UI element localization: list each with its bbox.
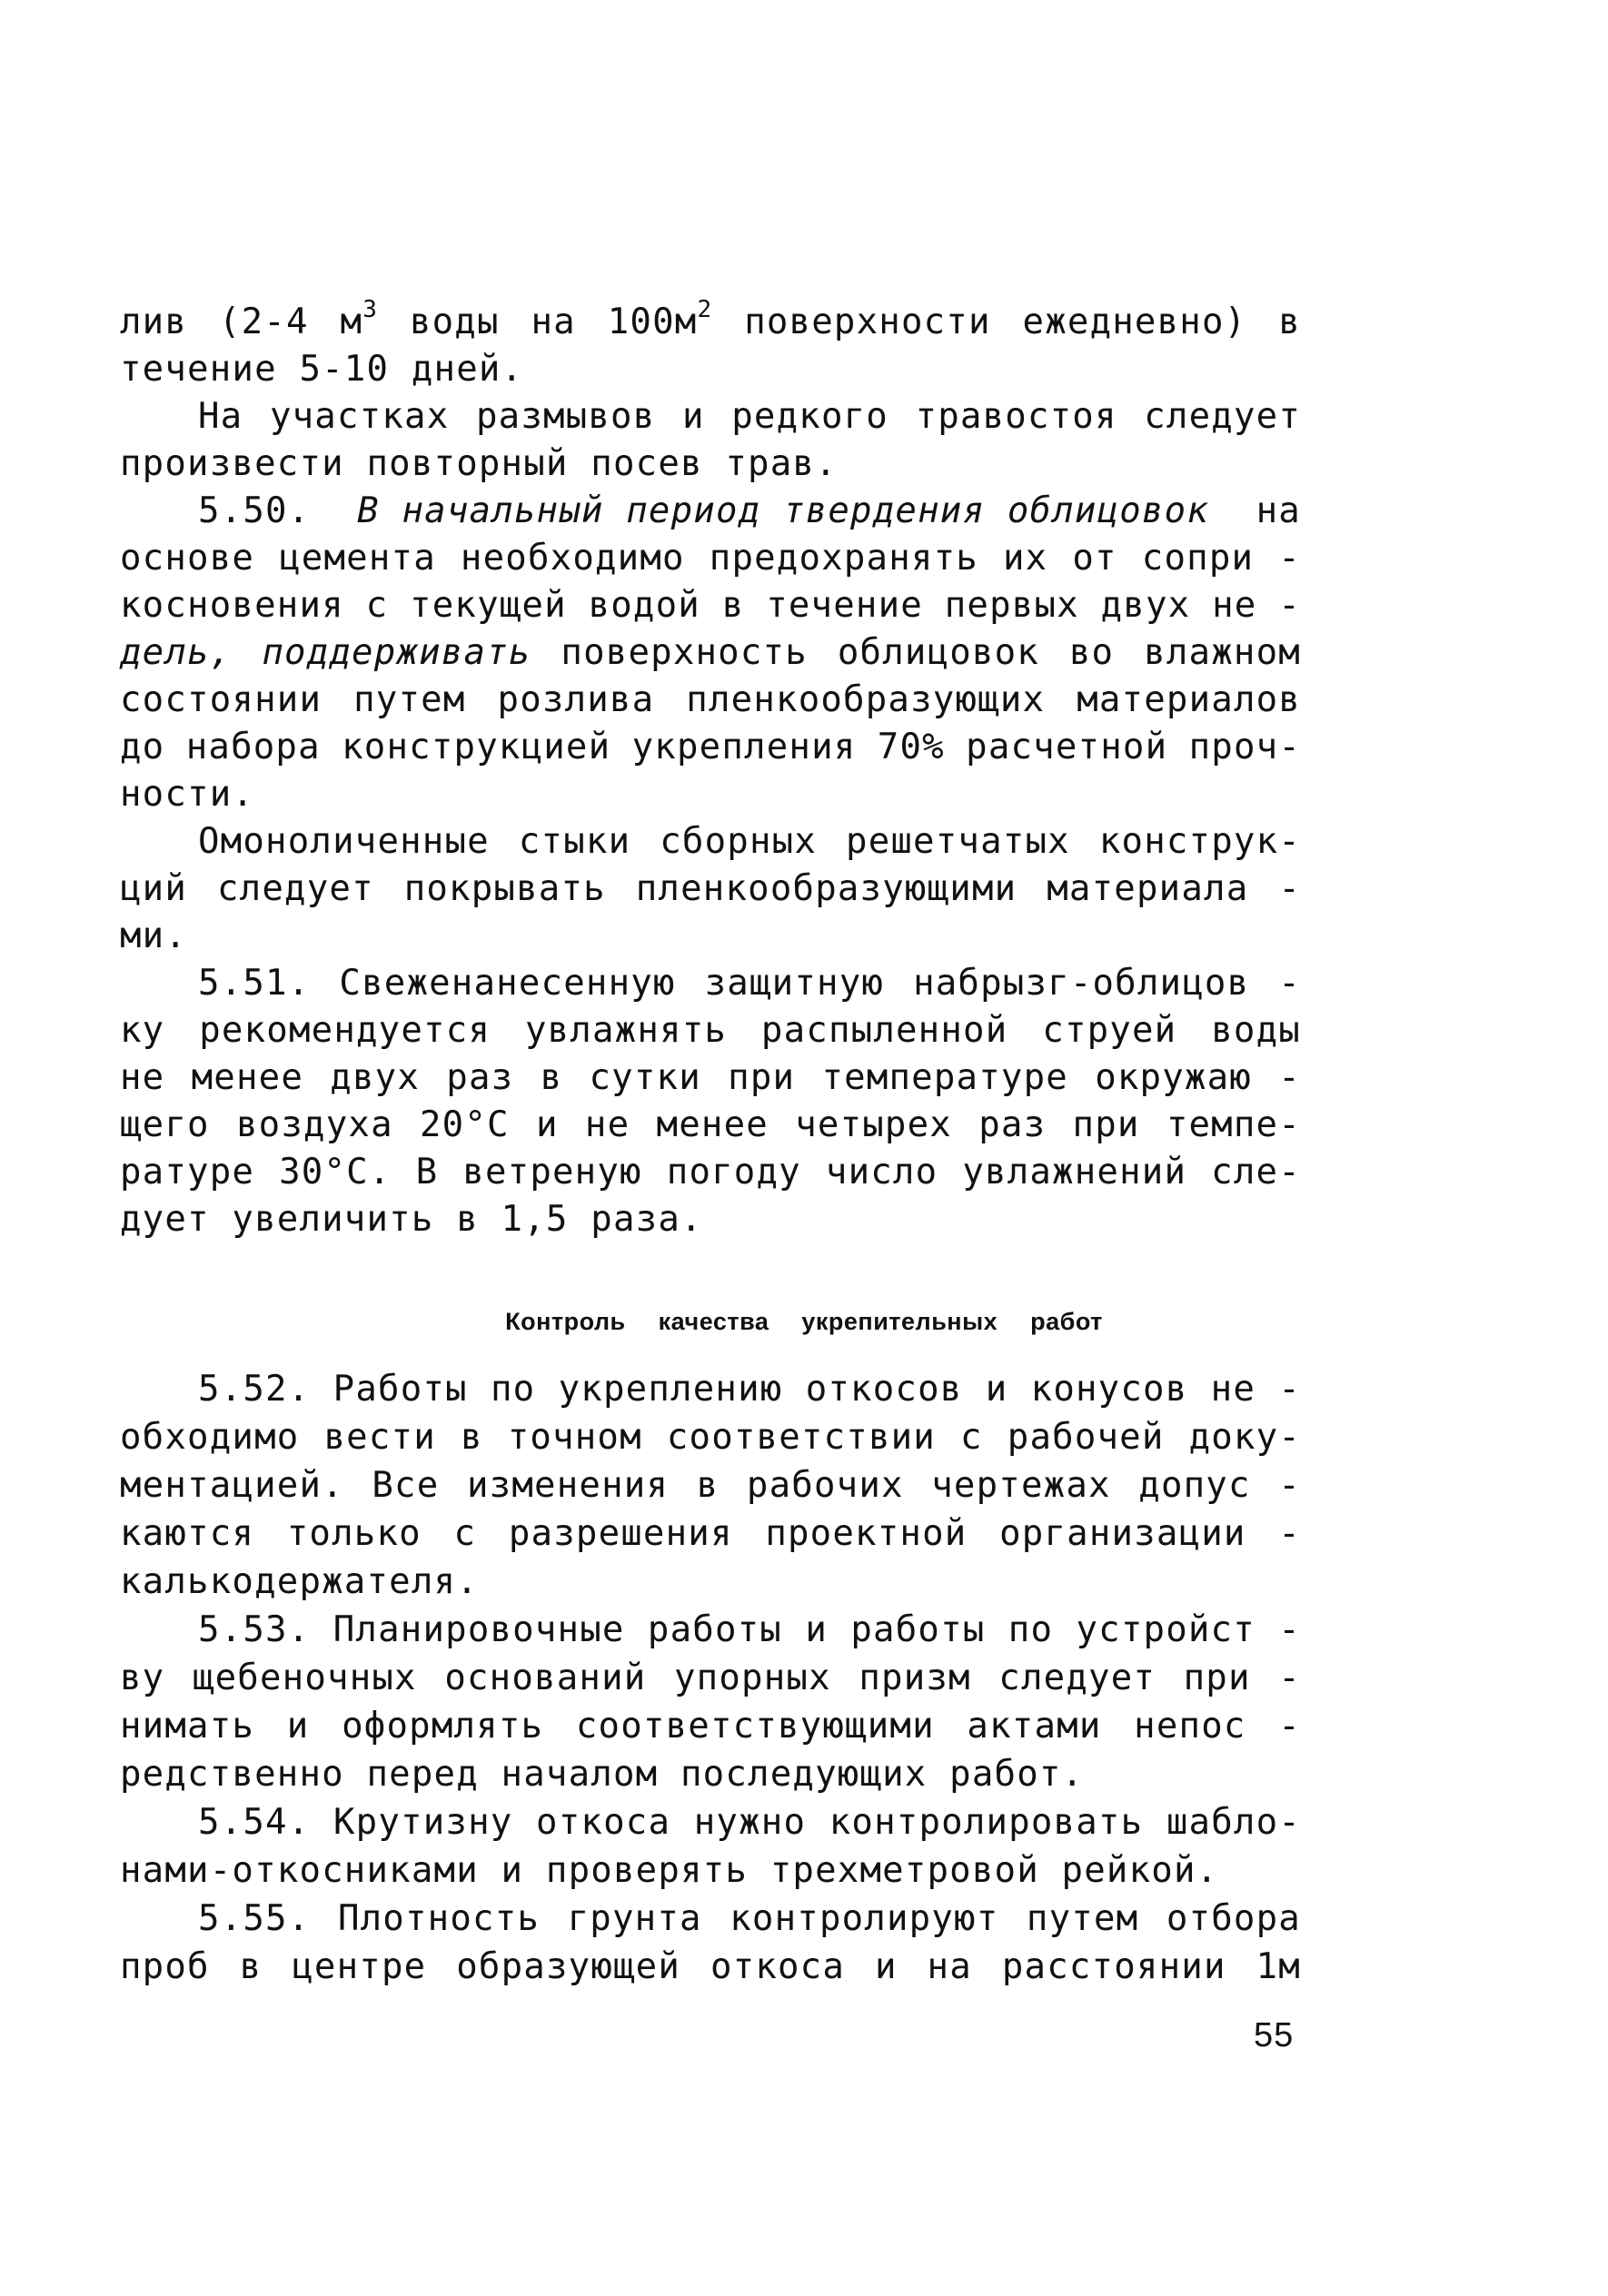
word: сборных xyxy=(660,821,818,862)
word: следует xyxy=(1144,396,1301,437)
word: откосов xyxy=(805,1369,963,1410)
word: контролировать xyxy=(829,1802,1144,1843)
word: участках xyxy=(269,396,450,437)
word: раз xyxy=(978,1104,1047,1145)
word: при xyxy=(728,1057,796,1098)
word: размывов xyxy=(475,396,656,437)
text-line xyxy=(120,1463,1301,1509)
word: с xyxy=(453,1513,477,1554)
word: в xyxy=(460,1417,483,1458)
word: воды xyxy=(409,302,500,342)
word: проектной xyxy=(765,1513,968,1554)
word: сутки xyxy=(589,1057,701,1098)
word: и xyxy=(681,396,705,437)
word: в xyxy=(540,1057,563,1098)
text-line xyxy=(198,1367,1301,1412)
word: В xyxy=(415,1152,439,1193)
text-line xyxy=(120,866,1301,912)
word: защитную xyxy=(704,963,885,1004)
text-line xyxy=(120,1150,1301,1195)
word: розлива xyxy=(497,679,655,720)
word: в xyxy=(721,585,745,626)
text-line xyxy=(120,536,1301,581)
word: текущей xyxy=(410,585,567,626)
word: четырех xyxy=(795,1104,952,1145)
word: число xyxy=(825,1152,938,1193)
page-number: 55 xyxy=(1254,2016,1295,2054)
word: распыленной xyxy=(760,1010,1008,1051)
superscript: 2 xyxy=(697,296,713,323)
word: Работы xyxy=(333,1369,468,1410)
word: не xyxy=(120,1057,165,1098)
word: сле- xyxy=(1211,1152,1301,1193)
word: темпе- xyxy=(1166,1104,1301,1145)
word: - xyxy=(1278,1658,1301,1698)
text-line xyxy=(198,1608,1301,1653)
word: 1м xyxy=(1256,1946,1301,1987)
text-line xyxy=(198,489,1301,534)
word: В начальный период твердения облицовок xyxy=(357,490,1209,531)
word: укрепления xyxy=(631,727,857,767)
word: пленкообразующих xyxy=(686,679,1046,720)
word: доку- xyxy=(1188,1417,1301,1458)
word: воздуха xyxy=(235,1104,393,1145)
word: косновения xyxy=(120,585,344,626)
word: на xyxy=(1256,490,1301,531)
word: откоса xyxy=(536,1802,671,1843)
word: пленкообразующими xyxy=(635,868,1017,909)
word: не xyxy=(1212,585,1257,626)
word: воды xyxy=(1211,1010,1301,1051)
word: материалов xyxy=(1077,679,1301,720)
word: сопри xyxy=(1141,538,1255,579)
text-line xyxy=(120,678,1301,723)
word: и xyxy=(874,1946,898,1987)
text-line: ми. xyxy=(120,915,188,956)
word: увлажнений xyxy=(962,1152,1187,1193)
word: в xyxy=(239,1946,263,1987)
word: ций xyxy=(120,868,188,909)
text-line xyxy=(198,1896,1301,1942)
text-line xyxy=(120,1103,1301,1148)
word: увлажнять xyxy=(524,1010,728,1051)
word: конструк- xyxy=(1098,821,1301,862)
word: - xyxy=(1278,1706,1301,1747)
word: рекомендуется xyxy=(199,1010,491,1051)
word: при xyxy=(1183,1658,1251,1698)
word: проч- xyxy=(1188,727,1301,767)
word: чертежах xyxy=(931,1465,1111,1506)
word: цемента xyxy=(279,538,436,579)
word: струей xyxy=(1042,1010,1177,1051)
word: материала xyxy=(1047,868,1249,909)
word: $м^3$ xyxy=(340,296,379,342)
word: Планировочные xyxy=(333,1609,625,1650)
word: набрызг-облицов xyxy=(913,963,1250,1004)
word: изменения xyxy=(466,1465,670,1506)
word: - xyxy=(1278,868,1301,909)
word: и xyxy=(985,1369,1008,1410)
word: - xyxy=(1278,585,1301,626)
word: в xyxy=(1278,302,1301,342)
text-line xyxy=(198,394,1301,440)
word: от xyxy=(1072,538,1117,579)
word: оформлять xyxy=(342,1706,544,1747)
word: 5.51. xyxy=(198,963,311,1004)
word: облицовок xyxy=(837,632,1039,673)
word: 70% xyxy=(877,727,945,767)
text-line: течение 5-10 дней. xyxy=(120,349,524,390)
text-line xyxy=(120,725,1301,770)
word: раз xyxy=(446,1057,514,1098)
word: течение xyxy=(766,585,923,626)
text-line xyxy=(120,583,1301,628)
word: проб xyxy=(120,1946,210,1987)
word: Крутизну xyxy=(333,1802,513,1843)
word: поверхность xyxy=(561,632,808,673)
word: упорных xyxy=(674,1658,831,1698)
word: непос xyxy=(1134,1706,1246,1747)
word: в xyxy=(696,1465,720,1506)
word: двух xyxy=(330,1057,421,1098)
word: окружаю xyxy=(1095,1057,1252,1098)
word: ку xyxy=(120,1010,165,1051)
word: ву xyxy=(120,1658,165,1698)
word: по xyxy=(491,1369,536,1410)
superscript: 3 xyxy=(362,296,379,323)
text-line xyxy=(198,819,1301,865)
text-line xyxy=(120,1511,1301,1557)
word: устройст xyxy=(1076,1609,1256,1650)
word: дель, xyxy=(120,632,233,673)
word: редкого xyxy=(731,396,888,437)
word: по xyxy=(1007,1609,1054,1650)
word: путем xyxy=(353,679,466,720)
word: и xyxy=(535,1104,559,1145)
word: центре xyxy=(292,1946,427,1987)
word: щего xyxy=(120,1104,210,1145)
word: влажном xyxy=(1144,632,1301,673)
word: первых xyxy=(944,585,1079,626)
text-line: ности. xyxy=(120,774,255,815)
word: Омоноличенные xyxy=(198,821,490,862)
text-line: нами-откосниками и проверять трехметровой рейкой. xyxy=(120,1850,1219,1891)
word: соответствующими xyxy=(575,1706,935,1747)
word: следует xyxy=(216,868,374,909)
word: во xyxy=(1068,632,1115,673)
word: каются xyxy=(120,1513,255,1554)
word: щебеночных xyxy=(192,1658,417,1698)
word: 20°С xyxy=(420,1104,510,1145)
word: ратуре xyxy=(120,1152,255,1193)
word: - xyxy=(1278,538,1301,579)
word: стыки xyxy=(518,821,631,862)
text-line xyxy=(120,296,1301,345)
word: на xyxy=(531,302,576,342)
text-line xyxy=(198,961,1301,1006)
word: конструкцией xyxy=(342,727,611,767)
word: - xyxy=(1278,1609,1301,1650)
word: менее xyxy=(191,1057,304,1098)
text-line: калькодержателя. xyxy=(120,1561,479,1602)
text-line xyxy=(198,1800,1301,1846)
word: призм xyxy=(859,1658,971,1698)
word: рабочей xyxy=(1007,1417,1165,1458)
word: 5.50. xyxy=(198,490,311,531)
word: травостоя xyxy=(915,396,1117,437)
word: погоду xyxy=(666,1152,801,1193)
word: образующей xyxy=(456,1946,681,1987)
text-line xyxy=(120,1704,1301,1749)
word: поддерживать xyxy=(262,632,531,673)
word: лив xyxy=(120,302,188,342)
word: решетчатых xyxy=(846,821,1070,862)
text-line xyxy=(120,1008,1301,1054)
word: грунта xyxy=(567,1898,702,1939)
word: Плотность xyxy=(337,1898,541,1939)
word: не xyxy=(584,1104,630,1145)
word: путем xyxy=(1026,1898,1139,1939)
word: основе xyxy=(120,538,255,579)
word: температуре xyxy=(821,1057,1068,1098)
section-heading: Контроль качества укрепительных работ xyxy=(505,1308,1103,1335)
word: необходимо xyxy=(460,538,685,579)
word: 5.52. xyxy=(198,1369,311,1410)
word: разрешения xyxy=(508,1513,733,1554)
word: нужно xyxy=(693,1802,807,1843)
text-line: дует увеличить в 1,5 раза. xyxy=(120,1199,703,1240)
word: 30°С. xyxy=(279,1152,392,1193)
word: Свеженанесенную xyxy=(339,963,676,1004)
word: расчетной xyxy=(966,727,1168,767)
word: следует xyxy=(998,1658,1156,1698)
word: Все xyxy=(372,1465,440,1506)
word: с xyxy=(365,585,389,626)
word: рабочих xyxy=(746,1465,904,1506)
word: работы xyxy=(850,1609,986,1650)
word: нимать xyxy=(120,1706,255,1747)
word: водой xyxy=(588,585,700,626)
word: двух xyxy=(1100,585,1191,626)
word: актами xyxy=(967,1706,1102,1747)
word: обходимо xyxy=(120,1417,300,1458)
word: поверхности xyxy=(744,302,991,342)
word: организации xyxy=(999,1513,1246,1554)
word: ветреную xyxy=(462,1152,642,1193)
text-line: редственно перед началом последующих работ. xyxy=(120,1754,1085,1795)
word: - xyxy=(1278,963,1301,1004)
word: - xyxy=(1278,1465,1301,1506)
word: не xyxy=(1210,1369,1256,1410)
word: 5.53. xyxy=(198,1609,311,1650)
word: 5.54. xyxy=(198,1802,311,1843)
word: На xyxy=(198,396,243,437)
word: укреплению xyxy=(558,1369,783,1410)
word: покрывать xyxy=(403,868,606,909)
word: ежедневно) xyxy=(1022,302,1247,342)
word: допус xyxy=(1138,1465,1251,1506)
word: только xyxy=(286,1513,422,1554)
word: оснований xyxy=(444,1658,647,1698)
word: до xyxy=(120,727,165,767)
word: предохранять xyxy=(709,538,978,579)
word: и xyxy=(805,1609,829,1650)
text-line xyxy=(120,630,1301,676)
word: ментацией. xyxy=(120,1465,344,1506)
word: - xyxy=(1278,1513,1301,1554)
word: на xyxy=(927,1946,972,1987)
word: - xyxy=(1278,1057,1301,1098)
text-line xyxy=(120,1055,1301,1101)
word: состоянии xyxy=(120,679,323,720)
word: менее xyxy=(656,1104,769,1145)
word: при xyxy=(1072,1104,1140,1145)
word: их xyxy=(1002,538,1048,579)
word: и xyxy=(286,1706,310,1747)
word: вести xyxy=(323,1417,436,1458)
word: расстоянии xyxy=(1001,1946,1226,1987)
word: отбора xyxy=(1166,1898,1301,1939)
word: с xyxy=(960,1417,983,1458)
word: работы xyxy=(647,1609,782,1650)
word: набора xyxy=(185,727,321,767)
text-line xyxy=(120,1656,1301,1701)
word: конусов xyxy=(1030,1369,1188,1410)
word: точном xyxy=(507,1417,642,1458)
text-line xyxy=(120,1415,1301,1460)
text-line: произвести повторный посев трав. xyxy=(120,443,838,484)
word: - xyxy=(1278,1369,1301,1410)
word: 5.55. xyxy=(198,1898,311,1939)
word: откоса xyxy=(710,1946,846,1987)
word: $100м^2$ xyxy=(607,296,713,342)
word: (2-4 xyxy=(218,302,309,342)
word: контролируют xyxy=(730,1898,999,1939)
text-line xyxy=(120,1945,1301,1990)
word: соответствии xyxy=(666,1417,936,1458)
word: шабло- xyxy=(1166,1802,1301,1843)
